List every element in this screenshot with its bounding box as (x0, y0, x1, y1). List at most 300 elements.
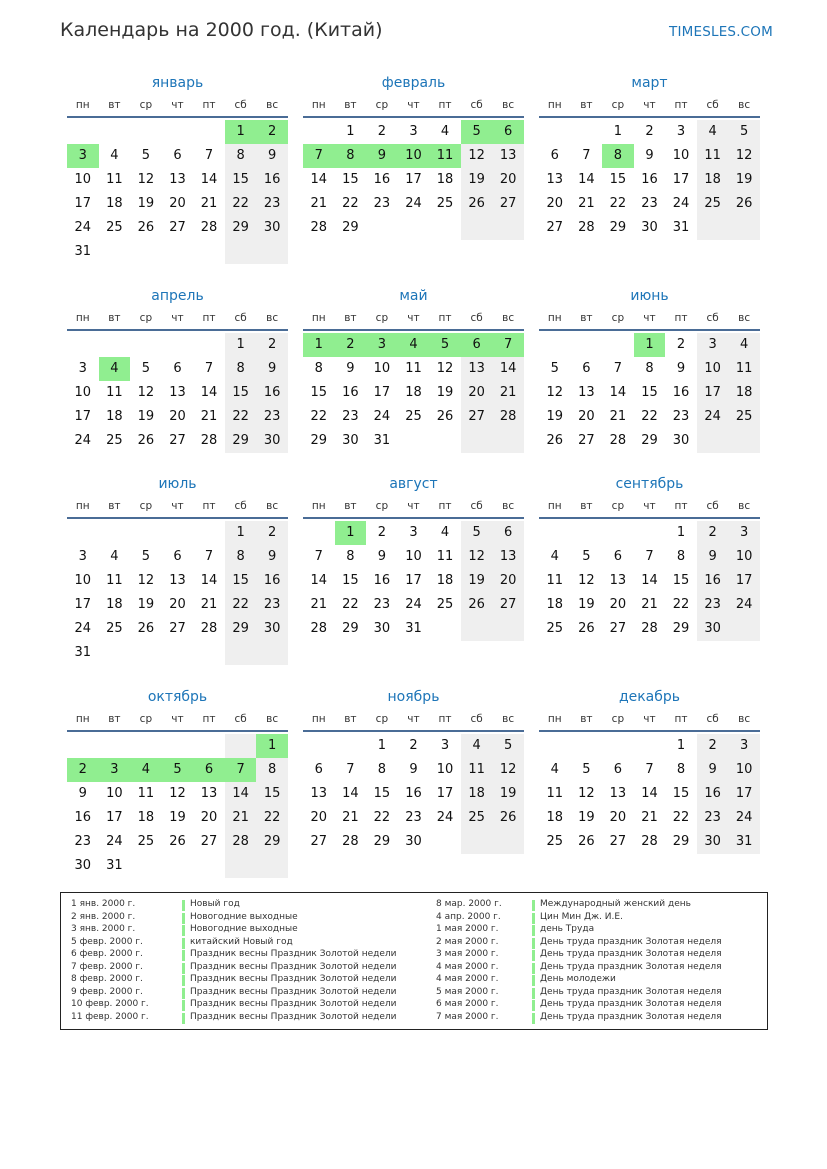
day-cell: 28 (310, 621, 328, 636)
empty-cell (398, 429, 430, 453)
day-cell: 23 (373, 597, 391, 612)
day-cell: 6 (173, 361, 182, 376)
day-cell: 3 (366, 333, 398, 357)
empty-cell (634, 521, 666, 545)
empty-cell (225, 854, 257, 878)
empty-cell (193, 333, 225, 357)
day-cell: 5 (492, 734, 524, 758)
day-cell: 11 (546, 786, 564, 801)
day-grid (303, 333, 524, 453)
day-cell: 22 (256, 806, 288, 830)
day-cell: 9 (256, 357, 288, 381)
empty-cell (303, 521, 335, 545)
weekday-label: пт (202, 713, 216, 725)
day-cell: 19 (728, 168, 760, 192)
holiday-marker (532, 938, 535, 949)
holiday-name: Новогодние выходные (190, 924, 298, 934)
day-cell: 14 (310, 172, 328, 187)
day-cell: 31 (672, 220, 690, 235)
day-cell: 29 (225, 429, 257, 453)
day-cell: 17 (373, 385, 391, 400)
month-name: март (631, 75, 668, 91)
day-cell: 12 (137, 573, 155, 588)
day-cell: 4 (130, 758, 162, 782)
holiday-date: 9 февр. 2000 г. (71, 986, 143, 997)
day-cell: 24 (74, 433, 92, 448)
day-cell: 22 (672, 597, 690, 612)
day-grid (303, 521, 524, 641)
weekday-label: пн (311, 500, 326, 512)
day-cell: 19 (461, 168, 493, 192)
day-cell: 9 (645, 148, 654, 163)
month-name: апрель (151, 288, 204, 304)
day-cell: 6 (492, 521, 524, 545)
day-cell: 12 (578, 573, 595, 588)
day-cell: 30 (256, 216, 288, 240)
weekday-label: ср (375, 99, 389, 111)
day-cell: 3 (78, 549, 87, 564)
empty-cell (461, 830, 493, 854)
weekday-header (539, 497, 760, 519)
month-name: сентябрь (615, 476, 684, 492)
day-cell: 15 (256, 782, 288, 806)
day-grid (539, 734, 760, 854)
day-cell: 12 (137, 385, 155, 400)
holiday-date: 8 февр. 2000 г. (71, 974, 143, 984)
empty-cell (492, 216, 524, 240)
day-cell: 17 (728, 782, 760, 806)
weekday-label: чт (643, 500, 656, 512)
day-cell: 23 (697, 593, 729, 617)
day-cell: 21 (200, 196, 218, 211)
day-cell: 7 (204, 148, 214, 163)
weekday-label: пт (674, 99, 688, 111)
day-cell: 9 (256, 545, 288, 569)
holiday-date: 5 февр. 2000 г. (71, 936, 143, 947)
day-cell: 18 (728, 381, 760, 405)
day-cell: 24 (74, 220, 92, 235)
holiday-marker (182, 913, 185, 924)
weekday-header (303, 710, 524, 732)
day-cell: 17 (106, 810, 123, 825)
weekday-label: сб (234, 713, 247, 725)
day-grid (303, 734, 524, 854)
holiday-date: 2 мая 2000 г. (436, 936, 499, 947)
day-cell: 22 (373, 810, 391, 825)
holiday-name: Праздник весны Праздник Золотой недели (190, 1011, 397, 1022)
day-cell: 8 (314, 361, 323, 376)
day-cell: 9 (366, 144, 398, 168)
empty-cell (461, 617, 493, 641)
empty-cell (225, 240, 257, 264)
day-cell: 21 (310, 196, 328, 211)
weekday-header (539, 309, 760, 331)
weekday-label: вт (108, 500, 121, 512)
holiday-date: 3 янв. 2000 г. (71, 924, 136, 934)
day-cell: 14 (641, 573, 658, 588)
day-cell: 24 (373, 409, 391, 424)
weekday-label: пт (674, 312, 688, 324)
weekday-label: вс (502, 500, 515, 512)
day-cell: 4 (550, 549, 559, 564)
holiday-date: 2 янв. 2000 г. (71, 911, 136, 922)
day-cell: 26 (436, 409, 454, 424)
holiday-marker (532, 913, 535, 924)
day-cell: 2 (256, 120, 288, 144)
weekday-label: сб (234, 500, 247, 512)
day-cell: 8 (377, 762, 387, 777)
day-cell: 10 (398, 144, 430, 168)
empty-cell (162, 240, 194, 264)
day-cell: 29 (310, 433, 328, 448)
weekday-label: ср (139, 713, 153, 725)
day-cell: 16 (672, 385, 690, 400)
day-cell: 27 (609, 621, 627, 636)
day-cell: 23 (641, 196, 658, 211)
month-10 (67, 687, 288, 878)
day-cell: 23 (256, 593, 288, 617)
day-cell: 8 (645, 361, 654, 376)
weekday-label: сб (234, 99, 247, 111)
empty-cell (429, 429, 461, 453)
day-cell: 18 (436, 573, 454, 588)
weekday-label: пн (311, 713, 326, 725)
empty-cell (130, 854, 162, 878)
weekday-header (303, 96, 524, 118)
day-cell: 10 (106, 786, 123, 801)
weekday-label: сб (706, 312, 719, 324)
day-cell: 2 (697, 521, 729, 545)
day-cell: 31 (728, 830, 760, 854)
day-cell: 20 (200, 810, 218, 825)
day-cell: 12 (578, 786, 595, 801)
holiday-name: Праздник весны Праздник Золотой недели (190, 999, 397, 1009)
day-cell: 12 (492, 758, 524, 782)
holiday-date: 4 мая 2000 г. (436, 974, 499, 984)
empty-cell (602, 734, 634, 758)
empty-cell (162, 333, 194, 357)
day-cell: 16 (697, 569, 729, 593)
day-cell: 14 (492, 357, 524, 381)
day-grid (67, 333, 288, 453)
empty-cell (193, 641, 225, 665)
weekday-label: вт (580, 312, 593, 324)
day-grid (303, 120, 524, 240)
weekday-label: вс (266, 99, 279, 111)
day-grid (67, 521, 288, 665)
month-9 (539, 474, 760, 641)
day-cell: 8 (335, 144, 367, 168)
site-logo-link[interactable]: TIMESLES.COM (669, 24, 773, 40)
day-cell: 13 (609, 786, 627, 801)
weekday-label: ср (139, 99, 153, 111)
day-cell: 6 (314, 762, 323, 777)
day-cell: 12 (546, 385, 564, 400)
day-cell: 18 (461, 782, 493, 806)
holiday-name: китайский Новый год (190, 936, 293, 947)
day-cell: 28 (310, 220, 328, 235)
day-cell: 1 (676, 738, 686, 753)
day-cell: 18 (106, 597, 123, 612)
day-cell: 15 (609, 172, 627, 187)
day-cell: 17 (74, 196, 92, 211)
empty-cell (697, 429, 729, 453)
month-8 (303, 474, 524, 641)
empty-cell (539, 120, 571, 144)
day-cell: 19 (137, 409, 155, 424)
day-cell: 16 (256, 569, 288, 593)
day-cell: 23 (672, 409, 690, 424)
day-cell: 7 (204, 361, 214, 376)
weekday-label: чт (171, 312, 184, 324)
weekday-label: вт (108, 713, 121, 725)
day-cell: 26 (578, 834, 595, 849)
weekday-header (539, 96, 760, 118)
day-cell: 27 (546, 220, 564, 235)
day-cell: 24 (672, 196, 690, 211)
day-cell: 13 (200, 786, 218, 801)
holiday-name: День труда праздник Золотая неделя (540, 949, 722, 959)
day-cell: 16 (342, 385, 359, 400)
day-cell: 8 (225, 357, 257, 381)
day-cell: 25 (728, 405, 760, 429)
day-cell: 6 (613, 549, 623, 564)
day-cell: 10 (728, 758, 760, 782)
day-cell: 16 (256, 168, 288, 192)
holiday-marker (532, 950, 535, 961)
day-cell: 13 (169, 385, 186, 400)
day-cell: 17 (405, 573, 422, 588)
page-title: Календарь на 2000 год. (Китай) (60, 19, 383, 41)
holiday-name: День труда праздник Золотая неделя (540, 936, 722, 947)
day-cell: 17 (436, 786, 454, 801)
weekday-header (67, 710, 288, 732)
day-cell: 5 (582, 762, 591, 777)
day-cell: 10 (405, 549, 422, 564)
day-cell: 6 (173, 549, 182, 564)
day-cell: 21 (492, 381, 524, 405)
day-cell: 17 (74, 597, 92, 612)
weekday-label: вт (344, 500, 357, 512)
day-cell: 15 (641, 385, 658, 400)
weekday-label: пт (674, 500, 688, 512)
day-cell: 10 (697, 357, 729, 381)
empty-cell (398, 216, 430, 240)
day-cell: 11 (436, 549, 454, 564)
weekday-label: пн (547, 99, 562, 111)
day-cell: 11 (106, 385, 123, 400)
weekday-label: вт (344, 99, 357, 111)
day-cell: 5 (582, 549, 591, 564)
day-cell: 14 (200, 385, 218, 400)
weekday-label: пт (202, 99, 216, 111)
day-cell: 4 (550, 762, 559, 777)
weekday-label: ср (611, 99, 625, 111)
day-cell: 11 (728, 357, 760, 381)
day-cell: 24 (106, 834, 123, 849)
day-cell: 28 (200, 433, 218, 448)
day-cell: 19 (169, 810, 186, 825)
weekday-label: вс (738, 713, 751, 725)
empty-cell (193, 734, 225, 758)
day-cell: 19 (546, 409, 564, 424)
empty-cell (303, 120, 335, 144)
day-cell: 21 (641, 597, 658, 612)
month-name: январь (151, 75, 204, 91)
day-cell: 1 (225, 521, 257, 545)
holiday-name: День труда праздник Золотая неделя (540, 986, 722, 997)
holiday-marker (182, 1000, 185, 1011)
holiday-name: Праздник весны Праздник Золотой недели (190, 974, 397, 984)
day-cell: 19 (137, 196, 155, 211)
day-cell: 26 (546, 433, 564, 448)
holiday-date: 6 февр. 2000 г. (71, 949, 143, 959)
holiday-date: 7 февр. 2000 г. (71, 961, 143, 972)
day-cell: 1 (613, 124, 623, 139)
day-cell: 29 (672, 621, 690, 636)
weekday-label: вт (580, 99, 593, 111)
weekday-label: вт (344, 312, 357, 324)
day-cell: 6 (582, 361, 591, 376)
empty-cell (225, 641, 257, 665)
weekday-label: вт (344, 713, 357, 725)
day-cell: 27 (200, 834, 218, 849)
month-name: июль (158, 476, 197, 492)
day-cell: 26 (137, 220, 155, 235)
empty-cell (539, 521, 571, 545)
day-cell: 17 (672, 172, 690, 187)
weekday-label: вс (266, 312, 279, 324)
empty-cell (571, 333, 603, 357)
day-cell: 25 (106, 621, 123, 636)
weekday-label: пн (75, 713, 90, 725)
day-cell: 4 (440, 124, 450, 139)
day-cell: 18 (697, 168, 729, 192)
day-cell: 24 (697, 405, 729, 429)
day-cell: 16 (641, 172, 658, 187)
holiday-name: Цин Мин Дж. И.Е. (540, 911, 623, 922)
day-cell: 3 (676, 124, 686, 139)
day-cell: 12 (137, 172, 155, 187)
day-cell: 30 (342, 433, 359, 448)
day-cell: 18 (546, 810, 564, 825)
empty-cell (461, 216, 493, 240)
day-cell: 5 (141, 361, 151, 376)
empty-cell (602, 521, 634, 545)
day-cell: 4 (110, 148, 119, 163)
day-cell: 3 (440, 738, 450, 753)
holiday-date: 4 апр. 2000 г. (436, 911, 501, 922)
day-cell: 21 (641, 810, 658, 825)
day-cell: 23 (74, 834, 92, 849)
day-cell: 30 (641, 220, 658, 235)
day-cell: 21 (609, 409, 627, 424)
weekday-label: пн (547, 713, 562, 725)
day-cell: 26 (461, 593, 493, 617)
empty-cell (461, 429, 493, 453)
day-cell: 25 (546, 834, 564, 849)
day-cell: 26 (578, 621, 595, 636)
day-grid (539, 333, 760, 453)
empty-cell (99, 641, 131, 665)
empty-cell (130, 521, 162, 545)
weekday-header (303, 309, 524, 331)
holiday-marker (182, 950, 185, 961)
day-cell: 21 (200, 597, 218, 612)
holiday-name: Праздник весны Праздник Золотой недели (190, 986, 397, 997)
day-cell: 8 (346, 549, 355, 564)
day-cell: 9 (377, 549, 387, 564)
day-cell: 25 (106, 220, 123, 235)
day-cell: 20 (609, 810, 627, 825)
day-cell: 2 (256, 521, 288, 545)
day-cell: 9 (78, 786, 87, 801)
day-cell: 12 (461, 144, 493, 168)
empty-cell (162, 521, 194, 545)
day-cell: 20 (492, 569, 524, 593)
day-cell: 1 (634, 333, 666, 357)
holiday-marker (532, 900, 535, 911)
month-name: август (389, 476, 438, 492)
empty-cell (256, 641, 288, 665)
day-cell: 2 (335, 333, 367, 357)
empty-cell (99, 120, 131, 144)
day-cell: 14 (310, 573, 328, 588)
day-cell: 31 (106, 858, 123, 873)
day-cell: 2 (377, 124, 387, 139)
day-cell: 25 (137, 834, 155, 849)
weekday-label: вс (266, 713, 279, 725)
day-cell: 13 (169, 172, 186, 187)
day-cell: 27 (310, 834, 328, 849)
month-6 (539, 286, 760, 453)
day-cell: 20 (578, 409, 595, 424)
day-cell: 12 (169, 786, 186, 801)
empty-cell (130, 333, 162, 357)
day-cell: 29 (641, 433, 658, 448)
holiday-date: 11 февр. 2000 г. (71, 1011, 149, 1022)
day-cell: 5 (162, 758, 194, 782)
month-11 (303, 687, 524, 854)
weekday-label: пт (202, 312, 216, 324)
day-cell: 27 (578, 433, 595, 448)
weekday-label: вт (108, 99, 121, 111)
weekday-label: пт (438, 99, 452, 111)
holiday-marker (182, 975, 185, 986)
empty-cell (67, 734, 99, 758)
day-cell: 16 (405, 786, 422, 801)
weekday-label: ср (611, 500, 625, 512)
day-cell: 25 (436, 196, 454, 211)
month-name: октябрь (147, 689, 208, 705)
empty-cell (193, 120, 225, 144)
day-cell: 28 (641, 621, 658, 636)
day-cell: 29 (225, 617, 257, 641)
empty-cell (130, 120, 162, 144)
weekday-label: пн (311, 312, 326, 324)
day-cell: 2 (409, 738, 418, 753)
day-cell: 19 (492, 782, 524, 806)
holiday-name: День молодежи (540, 974, 616, 984)
day-cell: 17 (697, 381, 729, 405)
empty-cell (99, 734, 131, 758)
holiday-date: 8 мар. 2000 г. (436, 899, 502, 909)
day-cell: 14 (225, 782, 257, 806)
day-cell: 10 (74, 172, 92, 187)
day-cell: 9 (346, 361, 355, 376)
day-cell: 21 (310, 597, 328, 612)
day-cell: 31 (74, 645, 92, 660)
